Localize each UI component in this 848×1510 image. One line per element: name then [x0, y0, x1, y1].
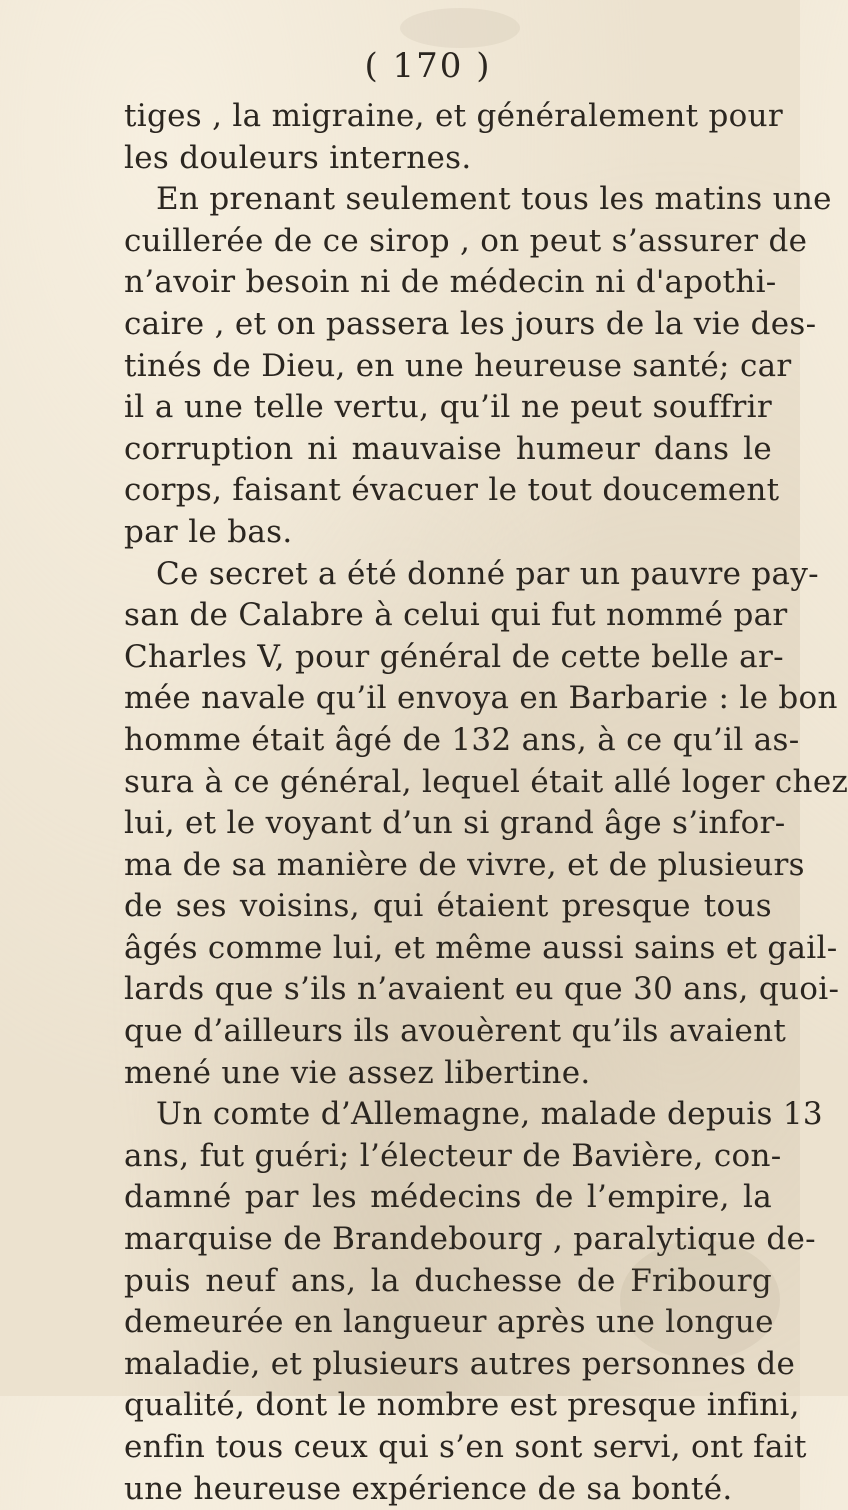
text-line: n’avoir besoin ni de médecin ni d'apothi-	[124, 264, 777, 301]
paper-stain	[400, 8, 520, 48]
text-line: ans, fut guéri; l’électeur de Bavière, con-	[124, 1137, 782, 1174]
text-line: En prenant seulement tous les matins une	[156, 181, 832, 218]
text-line: de ses voisins, qui étaient presque tous	[124, 888, 772, 925]
text-line: Charles V, pour général de cette belle ar-	[124, 638, 784, 675]
text-line: que d’ailleurs ils avouèrent qu’ils avaient	[124, 1013, 787, 1050]
text-line: ma de sa manière de vivre, et de plusieurs	[124, 846, 805, 883]
text-line: sura à ce général, lequel était allé loger chez	[124, 763, 848, 800]
text-line: corps, faisant évacuer le tout doucement	[124, 472, 780, 509]
text-line: marquise de Brandebourg , paralytique de-	[124, 1221, 816, 1258]
text-line: par le bas.	[124, 513, 293, 550]
text-line: maladie, et plusieurs autres personnes de	[124, 1345, 796, 1382]
text-line: une heureuse expérience de sa bonté.	[124, 1470, 733, 1507]
text-line: mené une vie assez libertine.	[124, 1054, 591, 1091]
text-line: damné par les médecins de l’empire, la	[124, 1179, 772, 1216]
text-line: enfin tous ceux qui s’en sont servi, ont fait	[124, 1429, 807, 1465]
text-line: qualité, dont le nombre est presque infini,	[124, 1387, 800, 1424]
text-line: il a une telle vertu, qu’il ne peut souffrir	[124, 389, 772, 426]
text-line: tinés de Dieu, en une heureuse santé; car	[124, 347, 792, 384]
text-line: homme était âgé de 132 ans, à ce qu’il as-	[124, 721, 800, 758]
text-line: Un comte d’Allemagne, malade depuis 13	[156, 1096, 823, 1133]
text-line: cuillerée de ce sirop , on peut s’assurer de	[124, 222, 808, 259]
text-line: les douleurs internes.	[124, 139, 472, 176]
text-line: corruption ni mauvaise humeur dans le	[124, 430, 772, 467]
paper-stain	[620, 1240, 780, 1360]
text-line: demeurée en langueur après une longue	[124, 1304, 774, 1341]
text-line: tiges , la migraine, et généralement pour	[124, 98, 784, 134]
text-line: mée navale qu’il envoya en Barbarie : le bon	[124, 680, 838, 717]
text-line: Ce secret a été donné par un pauvre pay-	[156, 555, 819, 592]
text-line: lards que s’ils n’avaient eu que 30 ans, quoi-	[124, 971, 840, 1008]
text-line: caire , et on passera les jours de la vie des-	[124, 305, 817, 342]
text-line: san de Calabre à celui qui fut nommé par	[124, 597, 788, 634]
text-line: âgés comme lui, et même aussi sains et gail-	[124, 929, 838, 966]
text-line: puis neuf ans, la duchesse de Fribourg	[124, 1262, 772, 1299]
page-number: ( 170 )	[364, 46, 492, 86]
text-line: lui, et le voyant d’un si grand âge s’infor-	[124, 805, 786, 842]
